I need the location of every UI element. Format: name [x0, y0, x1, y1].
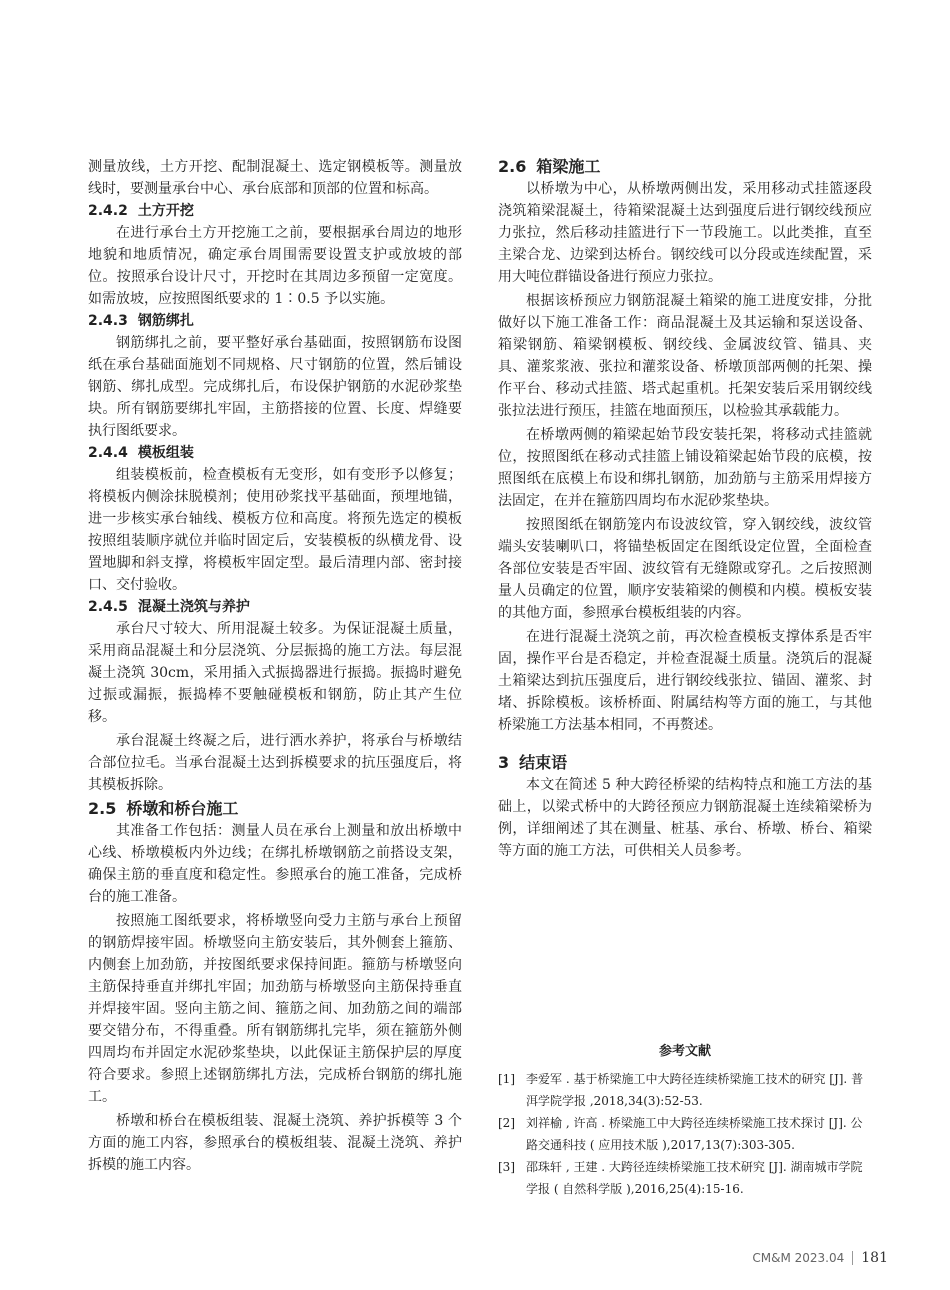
- section-heading-2-6: 2.6 箱梁施工: [498, 157, 601, 176]
- paragraph: 钢筋绑扎之前，要平整好承台基础面，按照钢筋布设图纸在承台基础面施划不同规格、尺寸钢筋的位置，然后铺设钢筋、绑扎成型。完成绑扎后，布设保护钢筋的水泥砂浆垫块。所有钢筋要绑扎牢固，主筋搭接的位置、长度、焊缝要执行图纸要求。: [88, 335, 462, 439]
- paragraph: 以桥墩为中心，从桥墩两侧出发，采用移动式挂篮逐段浇筑箱梁混凝土，待箱梁混凝土达到强度后进行钢绞线预应力张拉，然后移动挂篮进行下一节段施工。以此类推，直至主梁合龙、边梁到达桥台。钢绞线可以分段或连续配置，采用大吨位群锚设备进行预应力张拉。: [498, 181, 872, 285]
- references-title: 参考文献: [658, 1044, 711, 1059]
- footer-divider: [852, 1251, 853, 1265]
- reference-item: [498, 1068, 872, 1112]
- section-heading-2-4-3: 2.4.3 钢筋绑扎: [88, 313, 194, 329]
- paragraph: 在进行混凝土浇筑之前，再次检查模板支撑体系是否牢固，操作平台是否稳定，并检查混凝土质量。浇筑后的混凝土箱梁达到抗压强度后，进行钢绞线张拉、锚固、灌浆、封堵、拆除模板。该桥桥面、附属结构等方面的施工，与其他桥梁施工方法基本相同，不再赘述。: [498, 629, 872, 733]
- reference-item: [498, 1156, 872, 1200]
- section-heading-2-4-4: 2.4.4 模板组装: [88, 445, 194, 461]
- reference-text: 邵珠轩 , 王建 . 大跨径连续桥梁施工技术研究 [J]. 湖南城市学院学报 ( 自然科学版 ),2016,25(4):15-16.: [526, 1160, 863, 1196]
- references: [498, 1042, 872, 1200]
- journal-issue: CM&M 2023.04: [752, 1251, 845, 1265]
- section-heading-3: 3 结束语: [498, 753, 568, 772]
- paragraph: 承台混凝土终凝之后，进行洒水养护，将承台与桥墩结合部位拉毛。当承台混凝土达到拆模要求的抗压强度后，将其模板拆除。: [88, 733, 462, 793]
- reference-item: [498, 1112, 872, 1156]
- reference-number: [2]: [498, 1116, 515, 1130]
- paragraph: 其准备工作包括：测量人员在承台上测量和放出桥墩中心线、桥墩模板内外边线；在绑扎桥墩钢筋之前搭设支架，确保主筋的垂直度和稳定性。参照承台的施工准备，完成桥台的施工准备。: [88, 823, 462, 905]
- paragraph: 组装模板前，检查模板有无变形，如有变形予以修复；将模板内侧涂抹脱模剂；使用砂浆找平基础面，预埋地锚，进一步核实承台轴线、模板方位和高度。将预先选定的模板按照组装顺序就位并临时固定后，安装模板的纵横龙骨、设置地脚和斜支撑，将模板牢固定型。最后清理内部、密封接口、交付验收。: [88, 467, 462, 593]
- section-heading-2-4-2: 2.4.2 土方开挖: [88, 203, 194, 219]
- reference-text: 李爱军 . 基于桥梁施工中大跨径连续桥梁施工技术的研究 [J]. 普洱学院学报 ,2018,34(3):52-53.: [526, 1072, 864, 1108]
- page-footer: [752, 1250, 888, 1266]
- paragraph: 本文在简述 5 种大跨径桥梁的结构特点和施工方法的基础上，以梁式桥中的大跨径预应力钢筋混凝土连续箱梁桥为例，详细阐述了其在测量、桩基、承台、桥墩、桥台、箱梁等方面的施工方法，可供相关人员参考。: [498, 777, 872, 859]
- right-column: [498, 156, 872, 862]
- reference-number: [3]: [498, 1160, 515, 1174]
- paragraph: 按照施工图纸要求，将桥墩竖向受力主筋与承台上预留的钢筋焊接牢固。桥墩竖向主筋安装后，其外侧套上箍筋、内侧套上加劲筋，并按图纸要求保持间距。箍筋与桥墩竖向主筋保持垂直并绑扎牢固；加劲筋与桥墩竖向主筋保持垂直并焊接牢固。竖向主筋之间、箍筋之间、加劲筋之间的端部要交错分布，不得重叠。所有钢筋绑扎完毕，须在箍筋外侧四周均布并固定水泥砂浆垫块，以此保证主筋保护层的厚度符合要求。参照上述钢筋绑扎方法，完成桥台钢筋的绑扎施工。: [88, 913, 462, 1105]
- left-column: [88, 156, 462, 1176]
- paragraph: 在进行承台土方开挖施工之前，要根据承台周边的地形地貌和地质情况，确定承台周围需要设置支护或放坡的部位。按照承台设计尺寸，开挖时在其周边多预留一定宽度。如需放坡，应按照图纸要求的 1∶0.5 予以实施。: [88, 225, 462, 307]
- section-heading-2-4-5: 2.4.5 混凝土浇筑与养护: [88, 599, 250, 615]
- paragraph: 测量放线，土方开挖、配制混凝土、选定钢模板等。测量放线时，要测量承台中心、承台底部和顶部的位置和标高。: [88, 159, 462, 197]
- page-number: 181: [861, 1250, 888, 1266]
- paragraph: 在桥墩两侧的箱梁起始节段安装托架，将移动式挂篮就位，按照图纸在移动式挂篮上铺设箱梁起始节段的底模，按照图纸在底模上布设和绑扎钢筋，加劲筋与主筋采用焊接方法固定，在并在箍筋四周均布水泥砂浆垫块。: [498, 427, 872, 509]
- paragraph: 按照图纸在钢筋笼内布设波纹管，穿入钢绞线，波纹管端头安装喇叭口，将锚垫板固定在图纸设定位置，全面检查各部位安装是否牢固、波纹管有无缝隙或穿孔。之后按照测量人员确定的位置，顺序安装箱梁的侧模和内模。模板安装的其他方面，参照承台模板组装的内容。: [498, 517, 872, 621]
- reference-number: [1]: [498, 1072, 515, 1086]
- section-heading-2-5: 2.5 桥墩和桥台施工: [88, 799, 239, 818]
- reference-text: 刘祥榆 , 许高 . 桥梁施工中大跨径连续桥梁施工技术探讨 [J]. 公路交通科技 ( 应用技术版 ),2017,13(7):303-305.: [526, 1116, 863, 1152]
- paragraph: 桥墩和桥台在模板组装、混凝土浇筑、养护拆模等 3 个方面的施工内容，参照承台的模板组装、混凝土浇筑、养护拆模的施工内容。: [88, 1113, 462, 1173]
- paragraph: 承台尺寸较大、所用混凝土较多。为保证混凝土质量，采用商品混凝土和分层浇筑、分层振捣的施工方法。每层混凝土浇筑 30cm，采用插入式振捣器进行振捣。振捣时避免过振或漏振，振捣棒不要触碰模板和钢筋，防止其产生位移。: [88, 621, 462, 725]
- paragraph: 根据该桥预应力钢筋混凝土箱梁的施工进度安排，分批做好以下施工准备工作：商品混凝土及其运输和泵送设备、箱梁钢筋、箱梁钢模板、钢绞线、金属波纹管、锚具、夹具、灌浆浆液、张拉和灌浆设备、桥墩顶部两侧的托架、操作平台、移动式挂篮、塔式起重机。托架安装后采用钢绞线张拉法进行预压，挂篮在地面预压，以检验其承载能力。: [498, 293, 872, 419]
